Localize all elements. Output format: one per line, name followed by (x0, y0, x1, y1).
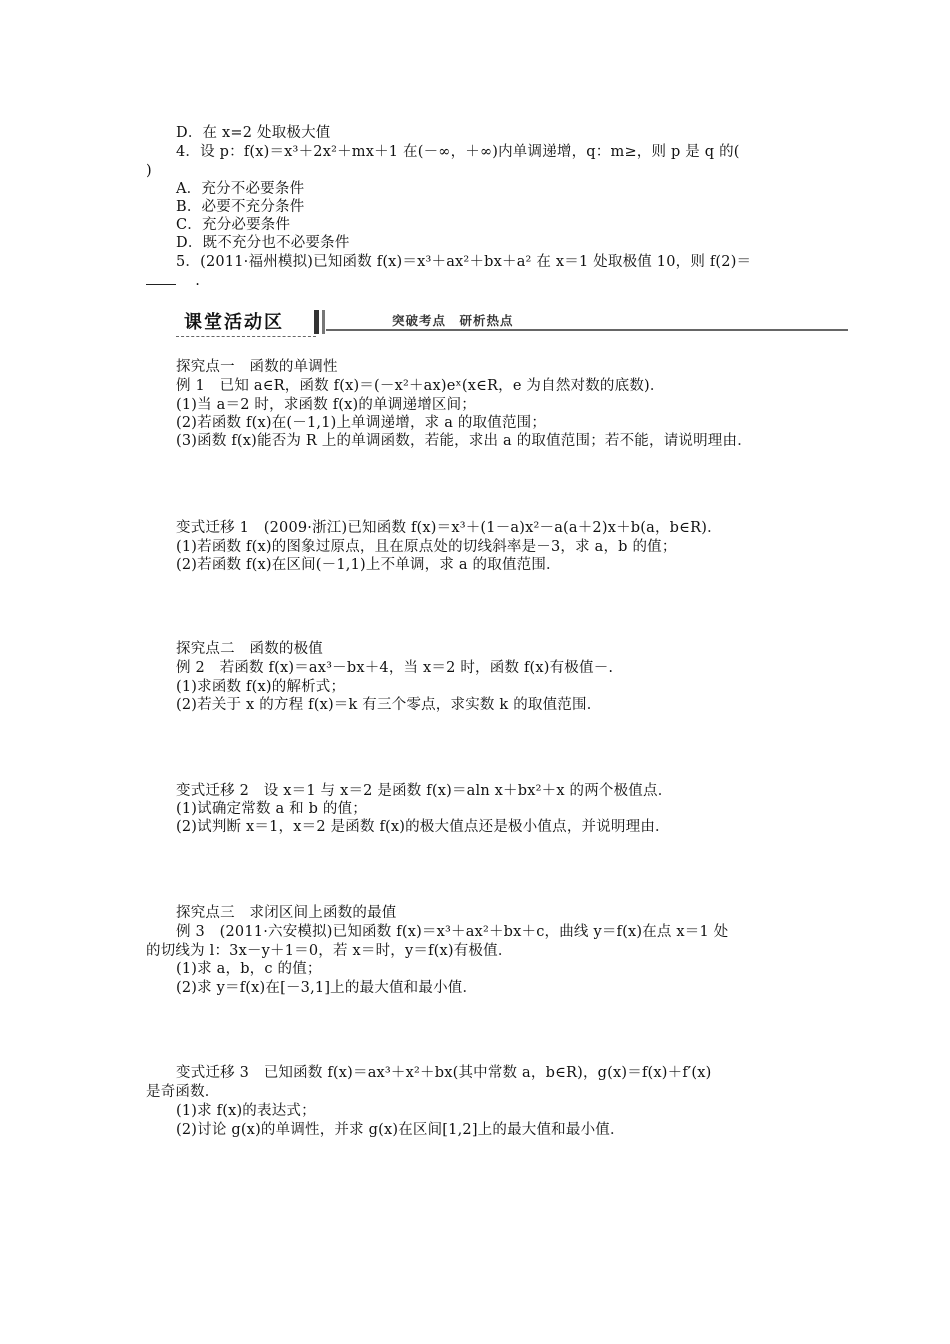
example-3-cont: 的切线为 l：3x－y＋1＝0，若 x＝时，y＝f(x)有极值． (146, 943, 513, 959)
variant-2-part-2: (2)试判断 x＝1，x＝2 是函数 f(x)的极大值点还是极小值点，并说明理由． (176, 819, 670, 835)
banner-title-box (176, 306, 312, 332)
option-d-q3: D．在 x=2 处取极大值 (176, 125, 331, 141)
example-1-part-2: (2)若函数 f(x)在(－1,1)上单调递增，求 a 的取值范围； (176, 415, 547, 431)
variant-3: 变式迁移 3 已知函数 f(x)＝ax³＋x²＋bx(其中常数 a，b∈R)，g(x)＝f(x)＋f′(x) (176, 1065, 712, 1081)
banner-bar-thick (314, 310, 319, 334)
section2-heading: 探究点二 函数的极值 (176, 641, 323, 657)
example-3: 例 3 (2011·六安模拟)已知函数 f(x)＝x³＋ax²＋bx＋c，曲线 y＝f(x)在点 x＝1 处 (176, 924, 729, 940)
answer-period: . (195, 273, 201, 289)
section3-heading: 探究点三 求闭区间上函数的最值 (176, 905, 397, 921)
banner-rule (326, 329, 848, 331)
variant-2-part-1: (1)试确定常数 a 和 b 的值； (176, 801, 368, 817)
question-5-answer-line (146, 272, 200, 290)
question-4: 4．设 p：f(x)＝x³＋2x²＋mx＋1 在(－∞，＋∞)内单调递增，q：m≥，则 p 是 q 的( (176, 144, 740, 160)
example-1-part-1: (1)当 a＝2 时，求函数 f(x)的单调递增区间； (176, 397, 476, 413)
banner-bar-thin (322, 310, 325, 334)
section-banner (176, 306, 848, 338)
variant-3-part-2: (2)讨论 g(x)的单调性，并求 g(x)在区间[1,2]上的最大值和最小值． (176, 1122, 625, 1138)
variant-2: 变式迁移 2 设 x＝1 与 x＝2 是函数 f(x)＝aln x＋bx²＋x 的两个极值点． (176, 783, 673, 799)
variant-1-part-1: (1)若函数 f(x)的图象过原点，且在原点处的切线斜率是－3，求 a，b 的值； (176, 539, 677, 555)
question-4-bracket: ) (146, 163, 152, 179)
variant-3-cont: 是奇函数． (146, 1084, 220, 1100)
example-1-part-3: (3)函数 f(x)能否为 R 上的单调函数，若能，求出 a 的取值范围；若不能，请说明理由． (176, 433, 752, 449)
example-2-part-2: (2)若关于 x 的方程 f(x)＝k 有三个零点，求实数 k 的取值范围． (176, 697, 602, 713)
example-3-part-2: (2)求 y＝f(x)在[－3,1]上的最大值和最小值． (176, 980, 478, 996)
option-d: D．既不充分也不必要条件 (176, 235, 350, 251)
section1-heading: 探究点一 函数的单调性 (176, 359, 338, 375)
option-b: B．必要不充分条件 (176, 199, 305, 215)
banner-dashed-rule (176, 336, 316, 337)
variant-1-part-2: (2)若函数 f(x)在区间(－1,1)上不单调，求 a 的取值范围． (176, 557, 561, 573)
variant-3-part-1: (1)求 f(x)的表达式； (176, 1103, 316, 1119)
example-2-part-1: (1)求函数 f(x)的解析式； (176, 679, 346, 695)
option-c: C．充分必要条件 (176, 217, 291, 233)
banner-title: 课堂活动区 (184, 312, 284, 333)
example-3-part-1: (1)求 a，b，c 的值； (176, 961, 322, 977)
example-2: 例 2 若函数 f(x)＝ax³－bx＋4，当 x＝2 时，函数 f(x)有极值－. (176, 660, 614, 676)
answer-blank (146, 272, 176, 285)
option-a: A．充分不必要条件 (176, 181, 305, 197)
example-1: 例 1 已知 a∈R，函数 f(x)＝(－x²＋ax)eˣ(x∈R，e 为自然对数的底数)． (176, 378, 665, 394)
variant-1: 变式迁移 1 (2009·浙江)已知函数 f(x)＝x³＋(1－a)x²－a(a＋2)x＋b(a，b∈R)． (176, 520, 722, 536)
question-5: 5．(2011·福州模拟)已知函数 f(x)＝x³＋ax²＋bx＋a² 在 x＝1 处取极值 10，则 f(2)＝ (176, 254, 752, 270)
banner-subtitle: 突破考点 研析热点 (392, 313, 514, 328)
